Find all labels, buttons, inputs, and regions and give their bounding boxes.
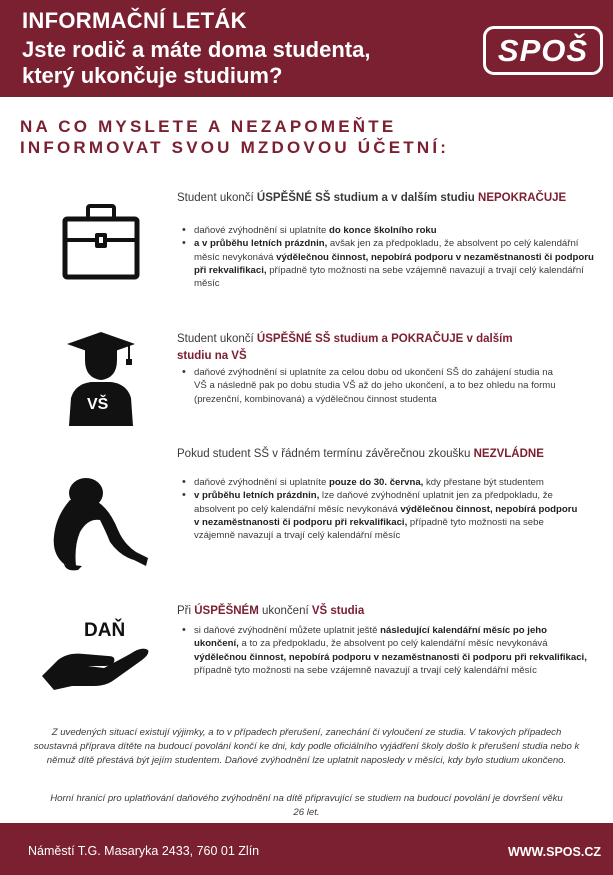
note-age-limit: Horní hranicí pro uplatňování daňového zvýhodnění na dítě připravující se studiem na budoucí povolání je dovršení věku 26 let. [50,793,563,818]
subtitle-line1: NA CO MYSLETE A NEZAPOMEŇTE [20,117,397,136]
list-item: • si daňové zvýhodnění můžete uplatnit ještě následující kalendářní měsíc po jeho ukončení, a to za předpokladu, že absolvent po celý kalendářní měsíc nevykonává výdělečnou činnost, nepobírá podporu v nezaměstnanosti či podporu při rekvalifikaci, případně tyto možnosti na sebe vzájemně navazují a trvají celý kalendářní měsíc [182,624,592,677]
footer-address: Náměstí T.G. Masaryka 2433, 760 01 Zlín [28,844,260,858]
graduate-icon [65,330,137,426]
section3-title: Pokud student SŠ v řádném termínu závěrečnou zkoušku NEZVLÁDNE [177,448,544,460]
subtitle-line2: INFORMOVAT SVOU MZDOVOU ÚČETNÍ: [20,138,450,157]
tax-hand-icon-label: DAŇ [84,620,126,641]
list-item: • daňové zvýhodnění si uplatníte pouze do 30. června, kdy přestane být studentem [182,476,582,489]
header-kicker: INFORMAČNÍ LETÁK [22,8,247,33]
footer-website-link[interactable]: WWW.SPOS.CZ [507,845,601,859]
logo-text: SPOŠ [497,32,589,68]
footer-banner [0,823,613,875]
section4-title: Při ÚSPĚŠNÉM ukončení VŠ studia [177,605,365,617]
list-item: • a v průběhu letních prázdnin, avšak jen za předpokladu, že absolvent po celý kalendářní měsíc nevykonává výdělečnou činnost, nepobírá podporu v nezaměstnanosti či podporu při rekvalifikaci, případně tyto možnosti na sebe vzájemně navazují a trvají celý kalendářní měsíc [182,237,602,290]
list-item: • daňové zvýhodnění si uplatníte za celou dobu od ukončení SŠ do zahájení studia na VŠ a následně pak po dobu studia VŠ až do jeho ukončení, a to bez ohledu na formu (prezenční, kombinovaná) a výdělečnou činnost studenta [182,366,562,406]
briefcase-icon [62,204,140,280]
sad-student-icon [48,476,152,572]
list-item: • daňové zvýhodnění si uplatníte do konce školního roku [182,224,602,237]
section2-list [182,366,562,406]
section1-title: Student ukončí ÚSPĚŠNÉ SŠ studium a v dalším studiu NEPOKRAČUJE [177,192,567,204]
list-item: • v průběhu letních prázdnin, lze daňové zvýhodnění uplatnit jen za předpokladu, že absolvent po celý kalendářní měsíc nevykonává výdělečnou činnost, nepobírá podporu v nezaměstnanosti či podporu při rekvalifikaci, případně tyto možnosti na sebe vzájemně navazují a trvají celý kalendářní měsíc [182,489,582,542]
header-title-line2: který ukončuje studium? [22,63,283,88]
note-exceptions: Z uvedených situací existují výjimky, a to v případech přerušení, zanechání či vyloučení ze studia. V takových případech soustavná příprava dítěte na budoucí povolání končí ke dni, kdy podle oficiálního vyjádření školy došlo k přerušení studia nebo k němuž dítě přestává být jejím studentem. Daňové zvýhodnění lze uplatnit naposledy v měsíci, kdy bylo studium ukončeno. [33,727,580,766]
graduate-icon-label: VŠ [87,396,109,413]
section3-list [182,476,582,542]
section4-list [182,624,592,677]
section1-list [182,224,602,290]
header-banner [0,0,613,97]
spos-logo [483,26,603,75]
header-title-line1: Jste rodič a máte doma studenta, [22,37,371,62]
section2-title: Student ukončí ÚSPĚŠNÉ SŠ studium a POKRAČUJE v dalším studiu na VŠ [177,333,513,362]
